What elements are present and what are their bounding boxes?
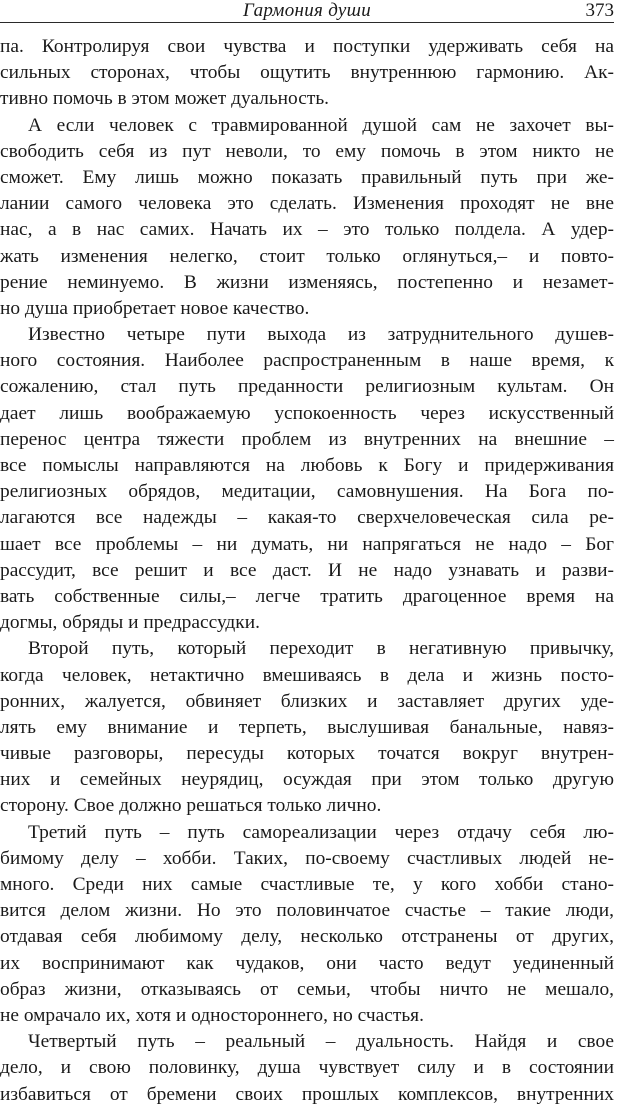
text-line: не омрачало их, хотя и одностороннего, но счастья. <box>0 1004 424 1026</box>
text-line: Третий путь – путь самореализации через отдачу себя лю- <box>28 821 614 843</box>
text-line: религиозных обрядов, медитации, самовнушения. На Бога по- <box>0 481 614 503</box>
text-line: ронних, жалуется, обвиняет близких и заставляет других уде- <box>0 690 614 712</box>
text-line: рение неминуемо. В жизни изменяясь, постепенно и незамет- <box>0 271 614 293</box>
text-line: Второй путь, который переходит в негативную привычку, <box>28 638 614 660</box>
text-line: нас, а в нас самих. Начать их – это только полдела. А удер- <box>0 219 614 241</box>
running-head <box>0 0 620 26</box>
text-line: лять ему внимание и терпеть, выслушивая банальные, навяз- <box>0 716 614 738</box>
text-line: Известно четыре пути выхода из затруднительного душев- <box>28 324 614 346</box>
text-line: А если человек с травмированной душой сам не захочет вы- <box>28 114 614 136</box>
text-line: много. Среди них самые счастливые те, у кого хобби стано- <box>0 874 614 895</box>
text-line: дает лишь воображаемую успокоенность через искусственный <box>0 402 614 424</box>
text-line: бимому делу – хобби. Таких, по-своему счастливых людей не- <box>0 847 614 869</box>
text-line: но душа приобретает новое качество. <box>0 297 310 319</box>
text-line: Четвертый путь – реальный – дуальность. Найдя и свое <box>28 1031 614 1053</box>
text-line: перенос центра тяжести проблем из внутренних на внешние – <box>0 428 614 450</box>
text-line: все помыслы направляются на любовь к Богу и придерживания <box>0 455 614 476</box>
text-line: вать собственные силы,– легче тратить драгоценное время на <box>0 585 614 607</box>
text-line: шает все проблемы – ни думать, ни напрягаться не надо – Бог <box>0 533 614 555</box>
text-line: жать изменения нелегко, стоит только оглянуться,– и повто- <box>0 245 614 267</box>
text-line: лагаются все надежды – какая-то сверхчеловеческая сила ре- <box>0 507 614 529</box>
text-line: тивно помочь в этом может дуальность. <box>0 88 330 110</box>
text-line: их воспринимают как чудаков, они часто ведут уединенный <box>0 952 614 974</box>
text-line: сильных сторонах, чтобы ощутить внутреннюю гармонию. Ак- <box>0 62 614 84</box>
body-text <box>0 34 620 1108</box>
text-line: сможет. Ему лишь можно показать правильный путь при же- <box>0 166 614 188</box>
text-line: чивые разговоры, пересуды которых точатся вокруг внутрен- <box>0 743 614 765</box>
text-line: вится делом жизни. Но это половинчатое счастье – такие люди, <box>0 900 614 922</box>
text-line: них и семейных неурядиц, осуждая при этом только другую <box>0 769 614 791</box>
text-line: сожалению, стал путь преданности религиозным культам. Он <box>0 376 614 398</box>
header-rule <box>0 22 614 23</box>
text-line: избавиться от бремени своих прошлых комплексов, внутренних <box>0 1083 614 1105</box>
text-line: па. Контролируя свои чувства и поступки удерживать себя на <box>0 36 614 57</box>
text-line: догмы, обряды и предрассудки. <box>0 612 260 634</box>
text-line: рассудит, все решит и все даст. И не надо узнавать и разви- <box>0 559 614 581</box>
text-line: лании самого человека это сделать. Изменения проходят не вне <box>0 193 614 215</box>
text-line: отдавая себя любимому делу, несколько отстранены от других, <box>0 926 614 948</box>
page-number: 373 <box>585 0 614 21</box>
text-line: образ жизни, отказываясь от семьи, чтобы ничто не мешало, <box>0 978 614 1000</box>
text-line: когда человек, нетактично вмешиваясь в дела и жизнь посто- <box>0 664 614 686</box>
text-line: дело, и свою половинку, душа чувствует силу и в состоянии <box>0 1057 614 1079</box>
text-line: свободить себя из пут неволи, то ему помочь в этом никто не <box>0 140 614 162</box>
text-line: сторону. Свое должно решаться только лично. <box>0 795 382 817</box>
running-title: Гармония души <box>243 0 372 21</box>
text-line: ного состояния. Наиболее распространенным в наше время, к <box>0 350 614 372</box>
